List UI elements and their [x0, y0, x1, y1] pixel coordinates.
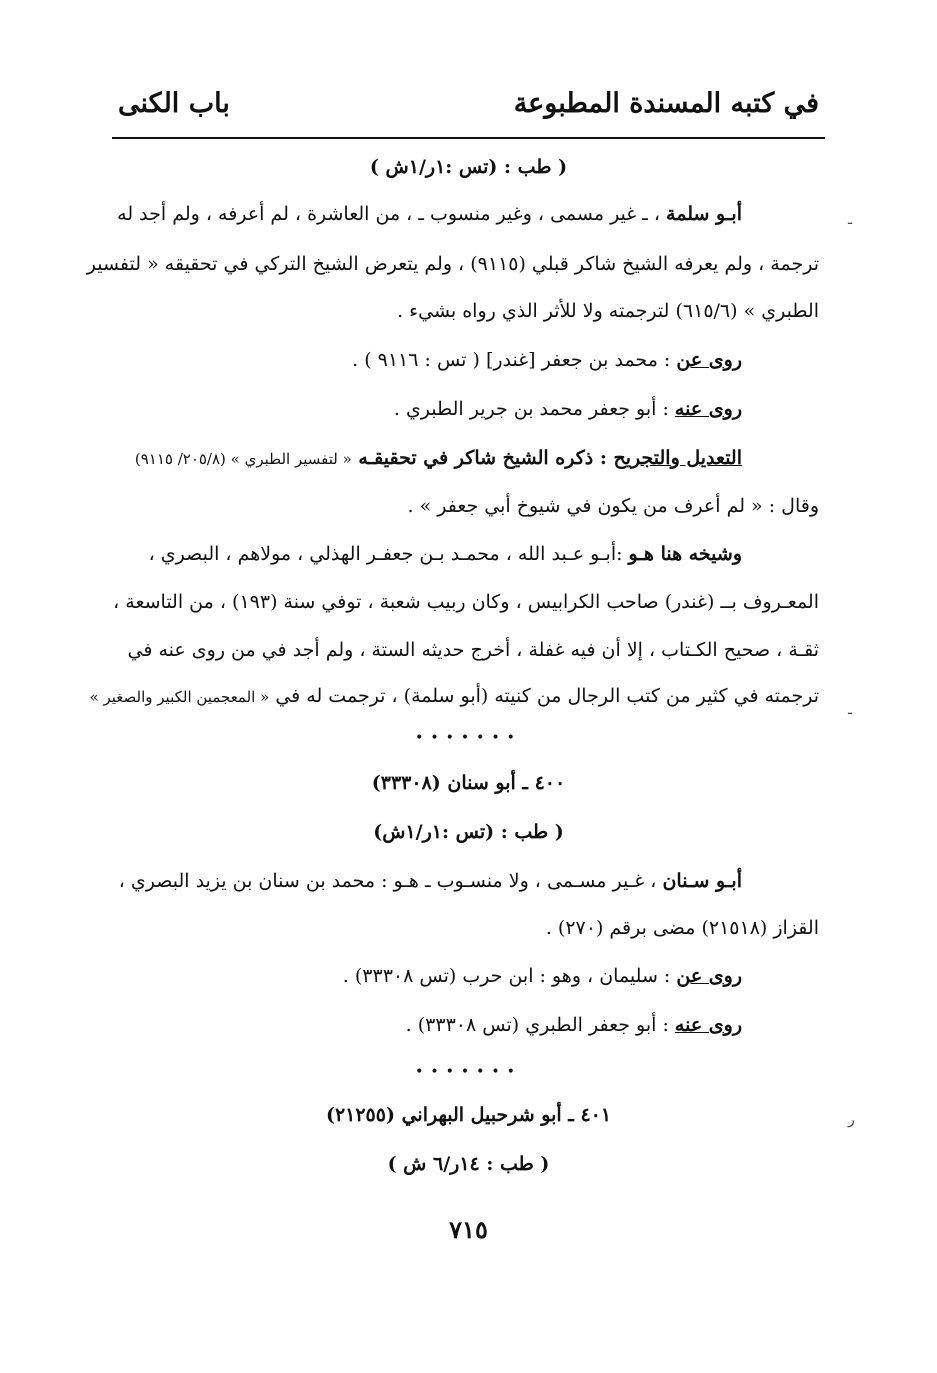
paragraph-line [118, 200, 742, 228]
narrated-by-label: روى عنه [674, 1014, 742, 1036]
margin-mark: ـ [848, 702, 853, 718]
paragraph-line: الطبري » (٦١٥/٦) لترجمته ولا للأثر الذي رواه بشيء . [397, 300, 819, 322]
paragraph-line: ترجمة ، ولم يعرفه الشيخ شاكر قبلي (٩١١٥) ، ولم يتعرض الشيخ التركي في تحقيقه « لتفسير [86, 253, 819, 275]
paragraph-line [118, 867, 742, 895]
narrated-by-text: : أبو جعفر محمد بن جرير الطبري . [393, 398, 675, 420]
entry-code: ( طب : ١٤ر/٦ ش ) [387, 1153, 550, 1175]
paragraph-text: ، غـير مسـمى ، ولا منسـوب ـ هـو : محمد بن سنان بن يزيد البصري ، [118, 870, 663, 892]
paragraph-line: ثقـة ، صحيح الكـتاب ، إلا أن فيه غفلة ، أخرج حديثه الستة ، ولم أجد في من روى عنه في [127, 639, 819, 661]
entry-code: ( طب : (تس :١ر/١ش) [373, 821, 564, 843]
paragraph-line: المعـروف بــ (غندر) صاحب الكرابيس ، وكان ربيب شعبة ، توفي سنة (١٩٣) ، من التاسعة ، [113, 591, 819, 613]
paragraph-line: القزاز (٢١٥١٨) مضى برقم (٢٧٠) . [545, 917, 819, 939]
narrated-by-line [118, 395, 742, 423]
tadil-reference: « لتفسير الطبري » (٢٠٥/٨/ ٩١١٥) [134, 450, 352, 468]
narrated-from-text: : محمد بن جعفر [غندر] ( تس : ٩١١٦ ) . [352, 349, 677, 371]
entry-title: ٤٠١ ـ أبو شرحبيل البهراني (٢١٢٥٥) [325, 1104, 612, 1126]
narrated-from-label: روى عن [676, 965, 742, 987]
shaykh-label: وشيخه هنا هـو [628, 543, 742, 565]
narrator-name: أبـو سلمة [666, 203, 742, 225]
paragraph-line [118, 540, 742, 568]
narrator-name: أبـو سـنان [662, 870, 742, 892]
tadil-label: التعديل والتجريح [613, 447, 742, 469]
paragraph-text: ترجمته في كثير من كتب الرجال من كنيته (أبو سلمة) ، ترجمت له في [269, 685, 819, 707]
header-rule [112, 137, 825, 139]
entry-code: ( طب : (تس :١ر/١ش ) [369, 156, 568, 178]
paragraph-text: :أبـو عـبد الله ، محمـد بـن جعفـر الهذلي ، مولاهم ، البصري ، [148, 543, 629, 565]
narrated-from-line [118, 962, 742, 990]
entry-title: ٤٠٠ ـ أبو سنان (٣٣٣٠٨) [371, 772, 566, 794]
separator-dots: ••••••• [415, 730, 522, 746]
narrated-from-label: روى عن [676, 349, 742, 371]
running-title: في كتبه المسندة المطبوعة [513, 88, 819, 119]
narrated-from-line [118, 346, 742, 374]
narrated-by-line [118, 1011, 742, 1039]
margin-mark: ـ [848, 212, 853, 228]
tadil-line [118, 444, 742, 473]
tadil-text: : ذكره الشيخ شاكر في تحقيقـه [351, 447, 614, 469]
narrated-by-text: : أبو جعفر الطبري (تس ٣٣٣٠٨) . [405, 1014, 675, 1036]
paragraph-line [89, 682, 819, 711]
paragraph-text: ، ـ غير مسمى ، وغير منسوب ـ ، من العاشرة ، لم أعرفه ، ولم أجد له [117, 203, 667, 225]
paragraph-line: وقال : « لم أعرف من يكون في شيوخ أبي جعفر » . [407, 495, 819, 517]
chapter-title: باب الكنى [118, 88, 230, 119]
book-reference: « المعجمين الكبير والصغير » [89, 688, 270, 706]
narrated-by-label: روى عنه [674, 398, 742, 420]
margin-mark: ر [848, 1112, 855, 1128]
narrated-from-text: : سليمان ، وهو : ابن حرب (تس ٣٣٣٠٨) . [342, 965, 677, 987]
separator-dots: ••••••• [415, 1064, 522, 1080]
page-number: ٧١٥ [449, 1215, 488, 1244]
